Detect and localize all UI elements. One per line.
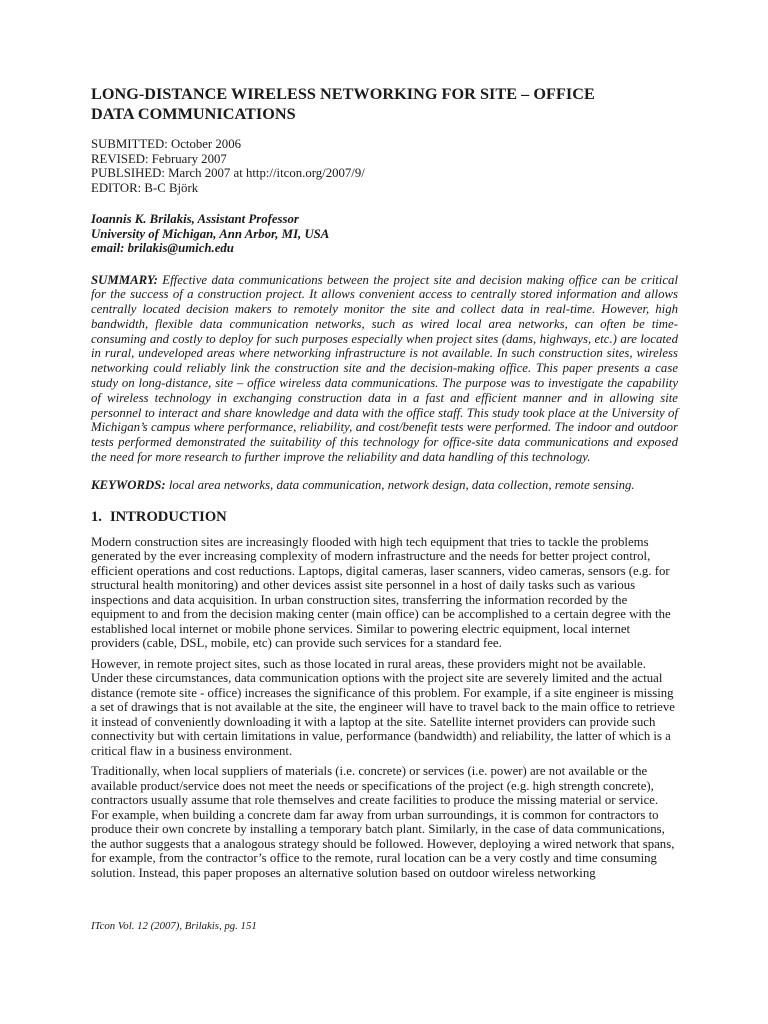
keywords-text: local area networks, data communication, network design, data collection, remote sensing. xyxy=(165,477,635,492)
summary-label: SUMMARY: xyxy=(91,272,158,287)
intro-paragraph-3: Traditionally, when local suppliers of materials (i.e. concrete) or services (i.e. power) are not available or the available product/service does not meet the needs or specifications of the project (e.g. high strength concrete), contractors usually assume that role themselves and create facilities to produce the missing material or service. For example, when building a concrete dam far away from urban surroundings, it is common for contractors to produce their own concrete by installing a temporary batch plant. Similarly, in the case of data communications, the author suggests that a analogous strategy should be followed. However, deploying a wired network that spans, for example, from the contractor’s office to the remote, rural location can be a very costly and time consuming solution. Instead, this paper proposes an alternative solution based on outdoor wireless networking xyxy=(91,764,675,880)
intro-paragraph-1: Modern construction sites are increasingly flooded with high tech equipment that tries to tackle the problems generated by the ever increasing complexity of modern infrastructure and the needs for better project control, efficient operations and cost reductions. Laptops, digital cameras, laser scanners, video cameras, sensors (e.g. for structural health monitoring) and other devices assist site personnel in a host of daily tasks such as various inspections and data acquisition. In urban construction sites, transferring the information recorded by the equipment to and from the decision making center (main office) can be accomplished to a certain degree with the established local internet or mobile phone services. Similar to powering electric equipment, local internet providers (cable, DSL, mobile, etc) can provide such services for a standard fee. xyxy=(91,534,671,651)
summary-paragraph xyxy=(91,273,678,465)
section-number: 1. xyxy=(91,508,102,525)
summary-text: Effective data communications between the project site and decision making office can be critical for the success of a construction project. It allows convenient access to centrally stored information and allows centrally located decision makers to remotely monitor the site and collect data in real-time. However, high bandwidth, flexible data communication networks, such as wired local area networks, can often be time-consuming and costly to deploy for such purposes especially when project sites (dams, highways, etc.) are located in rural, undeveloped areas where networking infrastructure is not available. In such construction sites, wireless networking could reliably link the construction site and the decision-making office. This paper presents a case study on long-distance, site – office wireless data communications. The purpose was to investigate the capability of wireless technology in exchanging construction data in a fast and efficient manner and in allowing site personnel to interact and share knowledge and data with the office staff. This study took place at the University of Michigan’s campus where performance, reliability, and cost/benefit tests were performed. The indoor and outdoor tests performed demonstrated the suitability of this technology for office-site data communications and exposed the need for more research to further improve the reliability and data handling of this technology. xyxy=(91,272,678,465)
revised-date: REVISED: February 2007 xyxy=(91,151,227,166)
document-page xyxy=(91,84,678,886)
keywords-paragraph xyxy=(91,478,678,493)
publication-info xyxy=(91,137,678,195)
keywords-label: KEYWORDS: xyxy=(91,477,166,492)
paper-title: LONG-DISTANCE WIRELESS NETWORKING FOR SITE – OFFICE DATA COMMUNICATIONS xyxy=(91,85,595,123)
section-title: INTRODUCTION xyxy=(109,508,227,525)
author-email: email: brilakis@umich.edu xyxy=(91,241,234,255)
author-block xyxy=(91,212,678,256)
editor-info: EDITOR: B-C Björk xyxy=(91,180,199,195)
intro-paragraph-2: However, in remote project sites, such as those located in rural areas, these providers might not be available. Under these circumstances, data communication options with the project site are severely limited and the actual distance (remote site - office) increases the significance of this problem. For example, if a site engineer is missing a set of drawings that is not available at the site, the engineer will have to travel back to the main office to retrieve it instead of conveniently downloading it with a laptop at the site. Satellite internet providers can provide such connectivity but with certain limitations in value, performance (bandwidth) and reliability, the latter of which is a critical flaw in a business environment. xyxy=(91,656,675,758)
page-footer: ITcon Vol. 12 (2007), Brilakis, pg. 151 xyxy=(91,920,257,932)
published-info: PUBLSIHED: March 2007 at http://itcon.org/2007/9/ xyxy=(91,166,365,180)
author-affiliation: University of Michigan, Ann Arbor, MI, USA xyxy=(91,226,330,241)
section-heading-introduction xyxy=(91,509,678,525)
author-name: Ioannis K. Brilakis, Assistant Professor xyxy=(91,212,299,226)
submitted-date: SUBMITTED: October 2006 xyxy=(91,137,241,151)
